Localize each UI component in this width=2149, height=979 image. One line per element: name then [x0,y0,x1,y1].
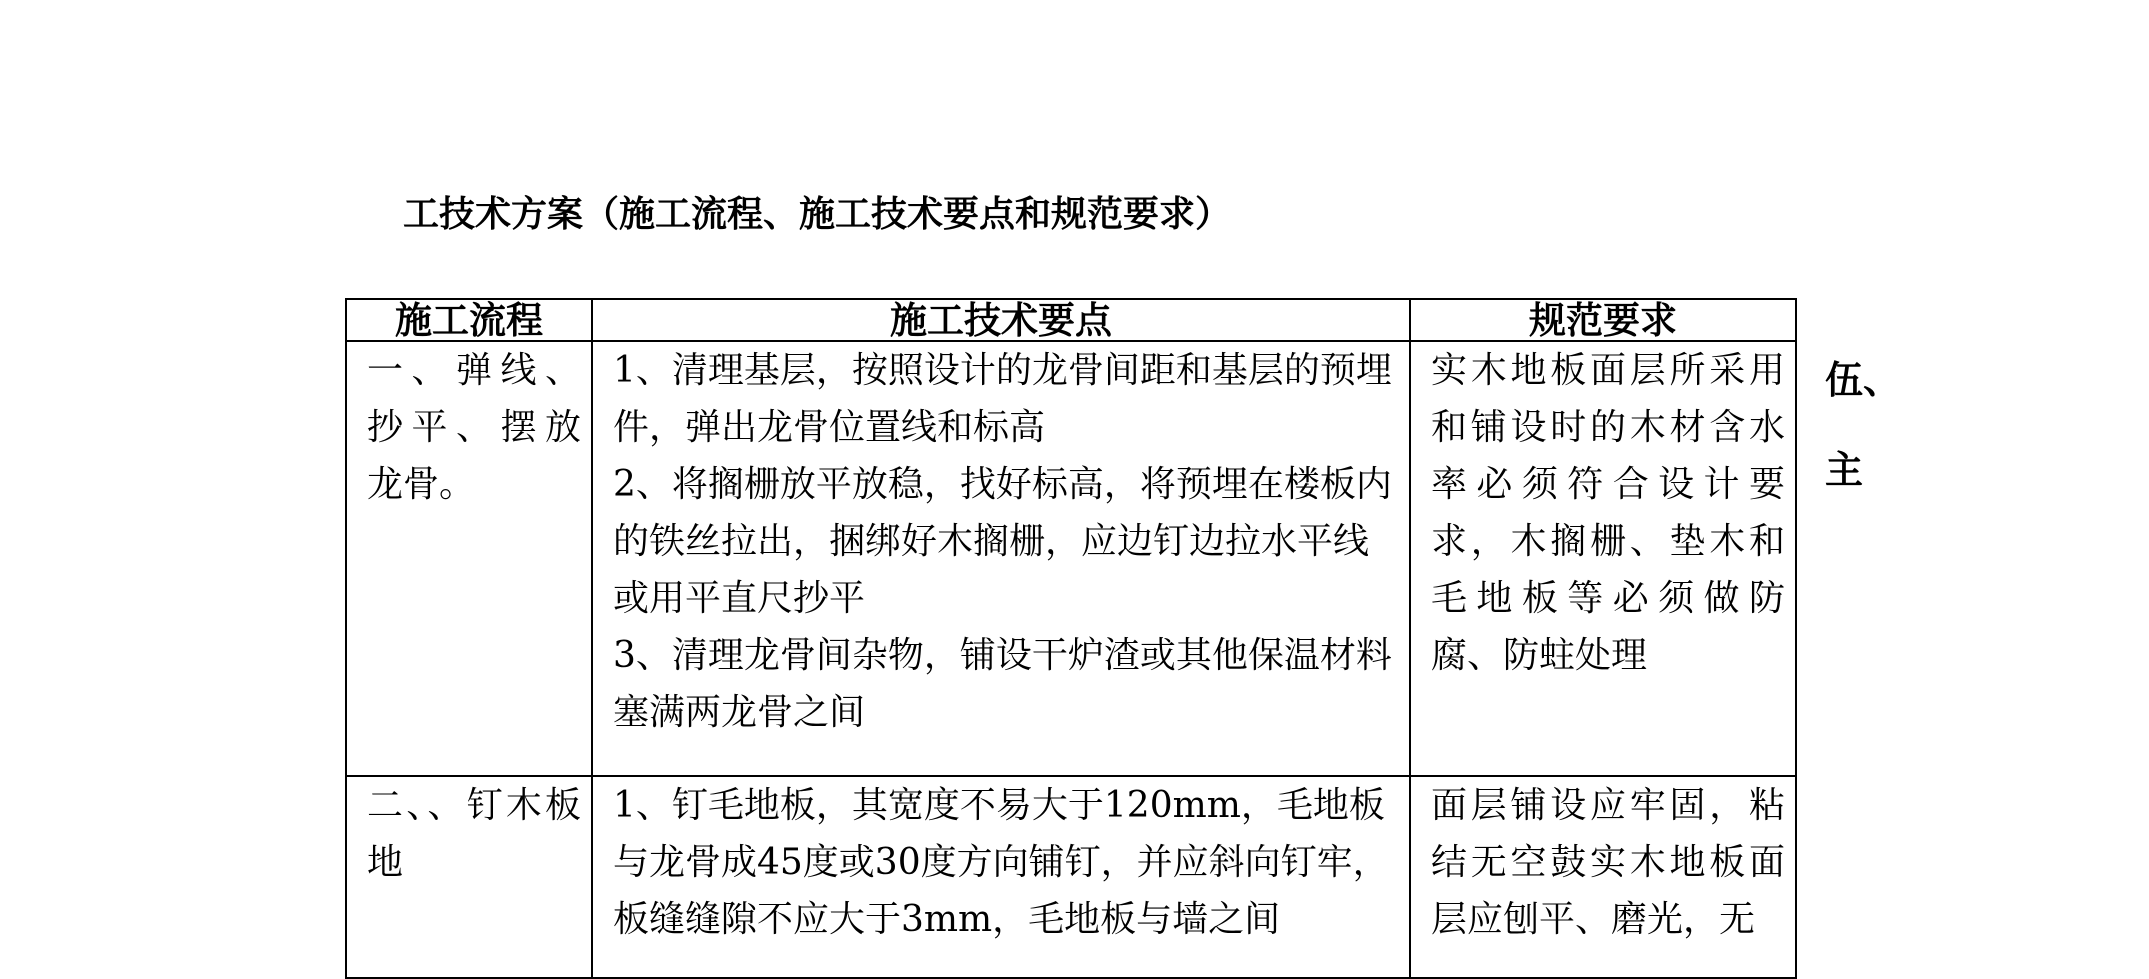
step-item: 1、钉毛地板，其宽度不易大于120mm，毛地板与龙骨成45度或30度方向铺钉，并应斜向钉牢，板缝缝隙不应大于3mm，毛地板与墙之间 [613,785,1389,940]
requirements-cell [1410,776,1796,978]
header-requirements: 规范要求 [1410,299,1796,341]
technical-points-cell [592,341,1410,776]
requirements-text: 面层铺设应牢固，粘结无空鼓实木地板面层应刨平、磨光，无 [1431,785,1785,940]
table-header-row [346,299,1796,341]
table-row [346,341,1796,776]
technical-points-cell [592,776,1410,978]
table-row [346,776,1796,978]
process-text: 二、、钉木板地 [367,785,581,883]
step-item: 2、将搁栅放平放稳，找好标高，将预埋在楼板内的铁丝拉出，捆绑好木搁栅，应边钉边拉水平线或用平直尺抄平 [613,464,1392,619]
process-text: 一、弹线、抄平、摆放龙骨。 [367,350,581,505]
header-technical-points: 施工技术要点 [592,299,1410,341]
step-item: 1、清理基层，按照设计的龙骨间距和基层的预埋件，弹出龙骨位置线和标高 [613,350,1392,448]
requirements-text: 实木地板面层所采用和铺设时的木材含水率必须符合设计要求，木搁栅、垫木和毛地板等必须做防腐、防蛀处理 [1431,350,1785,676]
header-process: 施工流程 [346,299,592,341]
side-heading-fragment [1825,335,1902,515]
step-item: 3、清理龙骨间杂物，铺设干炉渣或其他保温材料塞满两龙骨之间 [613,635,1392,733]
side-text-line: 主 [1825,447,1864,492]
side-text-line: 伍、 [1825,357,1902,402]
page-title: 工技术方案（施工流程、施工技术要点和规范要求） [403,193,1232,235]
construction-spec-table [345,298,1797,979]
process-cell [346,341,592,776]
process-cell [346,776,592,978]
technical-points-text [593,342,1409,741]
requirements-cell [1410,341,1796,776]
technical-points-text [593,777,1409,948]
